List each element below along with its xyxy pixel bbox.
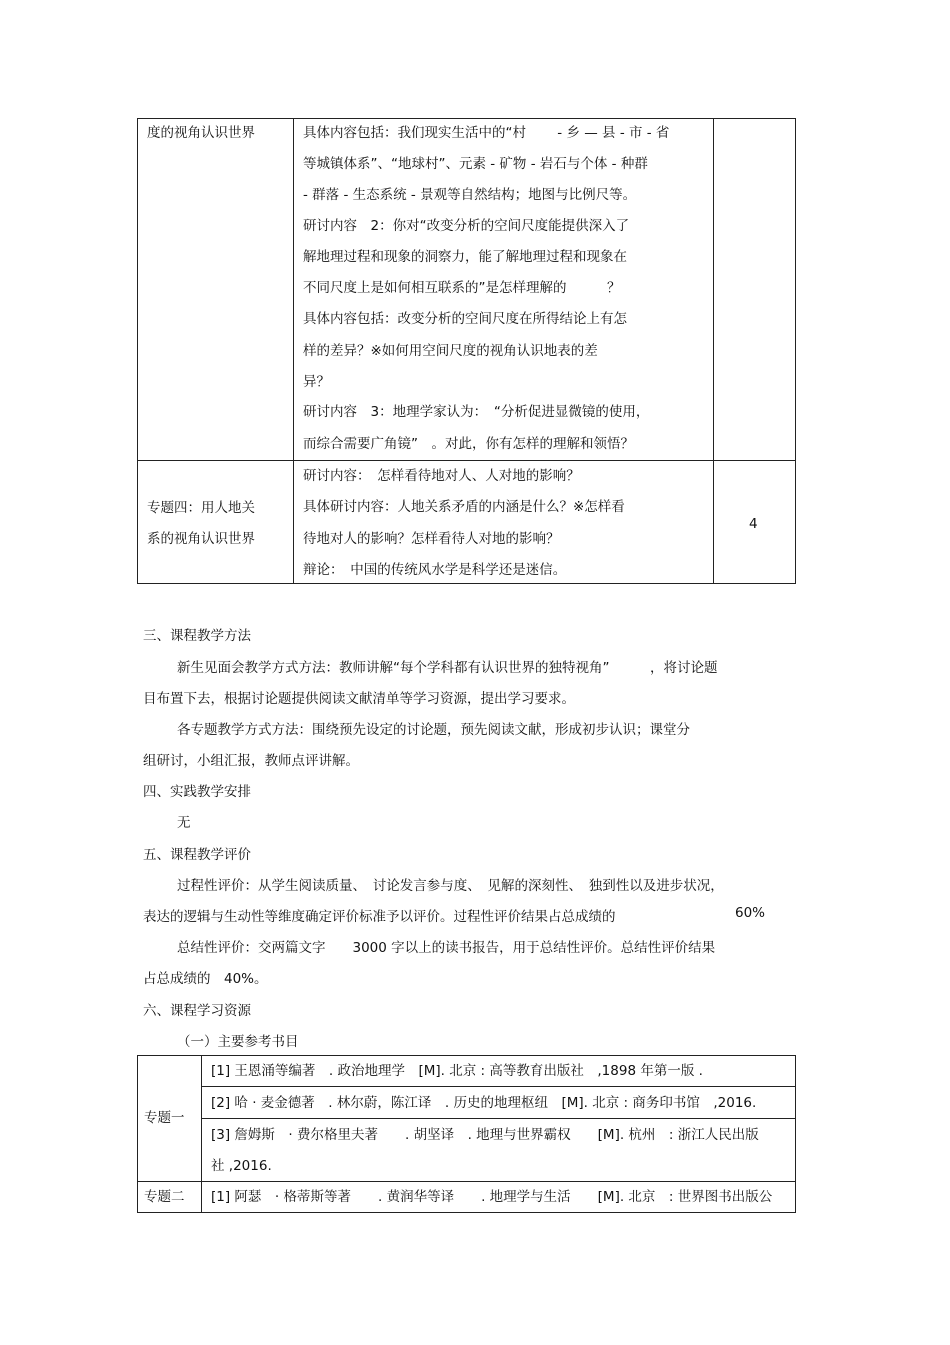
ref-table-bottom (137, 1212, 796, 1213)
row1-line: 具体内容包括：改变分析的空间尺度在所得结论上有怎 (303, 311, 627, 327)
section6-subtitle: （一）主要参考书目 (177, 1034, 299, 1050)
row1-line: 研讨内容 2：你对“改变分析的空间尺度能提供深入了 (303, 218, 630, 234)
row1-line: 研讨内容 3：地理学家认为： “分析促进显微镜的使用， (303, 404, 650, 420)
process-eval-percent: 60% (735, 905, 766, 921)
row2-line: 具体研讨内容：人地关系矛盾的内涵是什么？※怎样看 (303, 499, 625, 515)
section3-paragraph: 新生见面会教学方式方法：教师讲解“每个学科都有认识世界的独特视角” ，将讨论题 (177, 660, 718, 676)
ref-topic-divider (137, 1181, 796, 1182)
row2-topic-line: 系的视角认识世界 (147, 531, 255, 547)
ref-item: [1] 王恩涌等编著 . 政治地理学 [M]. 北京 : 高等教育出版社 ,1898 年第一版 . (211, 1063, 703, 1079)
section5-paragraph: 表达的逻辑与生动性等维度确定评价标准予以评价。过程性评价结果占总成绩的 (143, 909, 616, 925)
ref-table-top (137, 1055, 796, 1056)
table-col-divider-2 (713, 118, 714, 584)
row1-line: 具体内容包括：我们现实生活中的“村 - 乡 — 县 - 市 - 省 (303, 125, 670, 141)
row1-line: 而综合需要广角镜” 。对此，你有怎样的理解和领悟？ (303, 436, 634, 452)
ref-item: [3] 詹姆斯 · 费尔格里夫著 . 胡坚译 . 地理与世界霸权 [M]. 杭州 : 浙江人民出版 (211, 1127, 759, 1143)
ref-topic1-label: 专题一 (144, 1110, 185, 1126)
row1-topic-cell: 度的视角认识世界 (147, 125, 255, 141)
section5-title: 五、课程教学评价 (143, 847, 251, 863)
section4-body: 无 (177, 815, 191, 831)
row1-line: 不同尺度上是如何相互联系的”是怎样理解的 ？ (303, 280, 621, 296)
row2-hours-cell: 4 (749, 516, 758, 532)
ref-row-divider (201, 1086, 796, 1087)
row1-line: 异？ (303, 374, 330, 390)
row1-line: 解地理过程和现象的洞察力，能了解地理过程和现象在 (303, 249, 627, 265)
row2-line: 辩论： 中国的传统风水学是科学还是迷信。 (303, 562, 567, 578)
table-row-divider (137, 460, 796, 461)
table-border-right (795, 118, 796, 584)
section5-paragraph: 占总成绩的 40%。 (143, 971, 268, 987)
table-col-divider-1 (293, 118, 294, 584)
ref-col-divider (201, 1055, 202, 1213)
row1-line: 等城镇体系”、“地球村”、元素 - 矿物 - 岩石与个体 - 种群 (303, 156, 648, 172)
ref-table-right (795, 1055, 796, 1213)
table-border-bottom (137, 583, 796, 584)
section5-paragraph: 总结性评价：交两篇文字 3000 字以上的读书报告，用于总结性评价。总结性评价结果 (177, 940, 716, 956)
row1-line: - 群落 - 生态系统 - 景观等自然结构；地图与比例尺等。 (303, 187, 637, 203)
ref-topic2-label: 专题二 (144, 1189, 185, 1205)
section3-paragraph: 目布置下去，根据讨论题提供阅读文献清单等学习资源，提出学习要求。 (143, 691, 575, 707)
section3-paragraph: 各专题教学方式方法：围绕预先设定的讨论题，预先阅读文献，形成初步认识；课堂分 (177, 722, 690, 738)
section6-title: 六、课程学习资源 (143, 1003, 251, 1019)
section3-paragraph: 组研讨，小组汇报，教师点评讲解。 (143, 753, 359, 769)
table-border-left (137, 118, 138, 584)
row1-line: 样的差异？※如何用空间尺度的视角认识地表的差 (303, 343, 598, 359)
section5-paragraph: 过程性评价：从学生阅读质量、 讨论发言参与度、 见解的深刻性、 独到性以及进步状况， (177, 878, 724, 894)
ref-item: 社 ,2016. (211, 1158, 272, 1174)
section3-title: 三、课程教学方法 (143, 628, 251, 644)
ref-row-divider (201, 1118, 796, 1119)
ref-table-left (137, 1055, 138, 1213)
section4-title: 四、实践教学安排 (143, 784, 251, 800)
ref-item: [1] 阿瑟 · 格蒂斯等著 . 黄润华等译 . 地理学与生活 [M]. 北京 : 世界图书出版公 (211, 1189, 773, 1205)
row2-line: 研讨内容： 怎样看待地对人、人对地的影响？ (303, 468, 580, 484)
table-border-top (137, 118, 796, 119)
ref-item: [2] 哈 · 麦金德著 . 林尔蔚，陈江译 . 历史的地理枢纽 [M]. 北京 : 商务印书馆 ,2016. (211, 1095, 757, 1111)
row2-topic-line: 专题四：用人地关 (147, 500, 255, 516)
row2-line: 待地对人的影响？怎样看待人对地的影响？ (303, 531, 560, 547)
